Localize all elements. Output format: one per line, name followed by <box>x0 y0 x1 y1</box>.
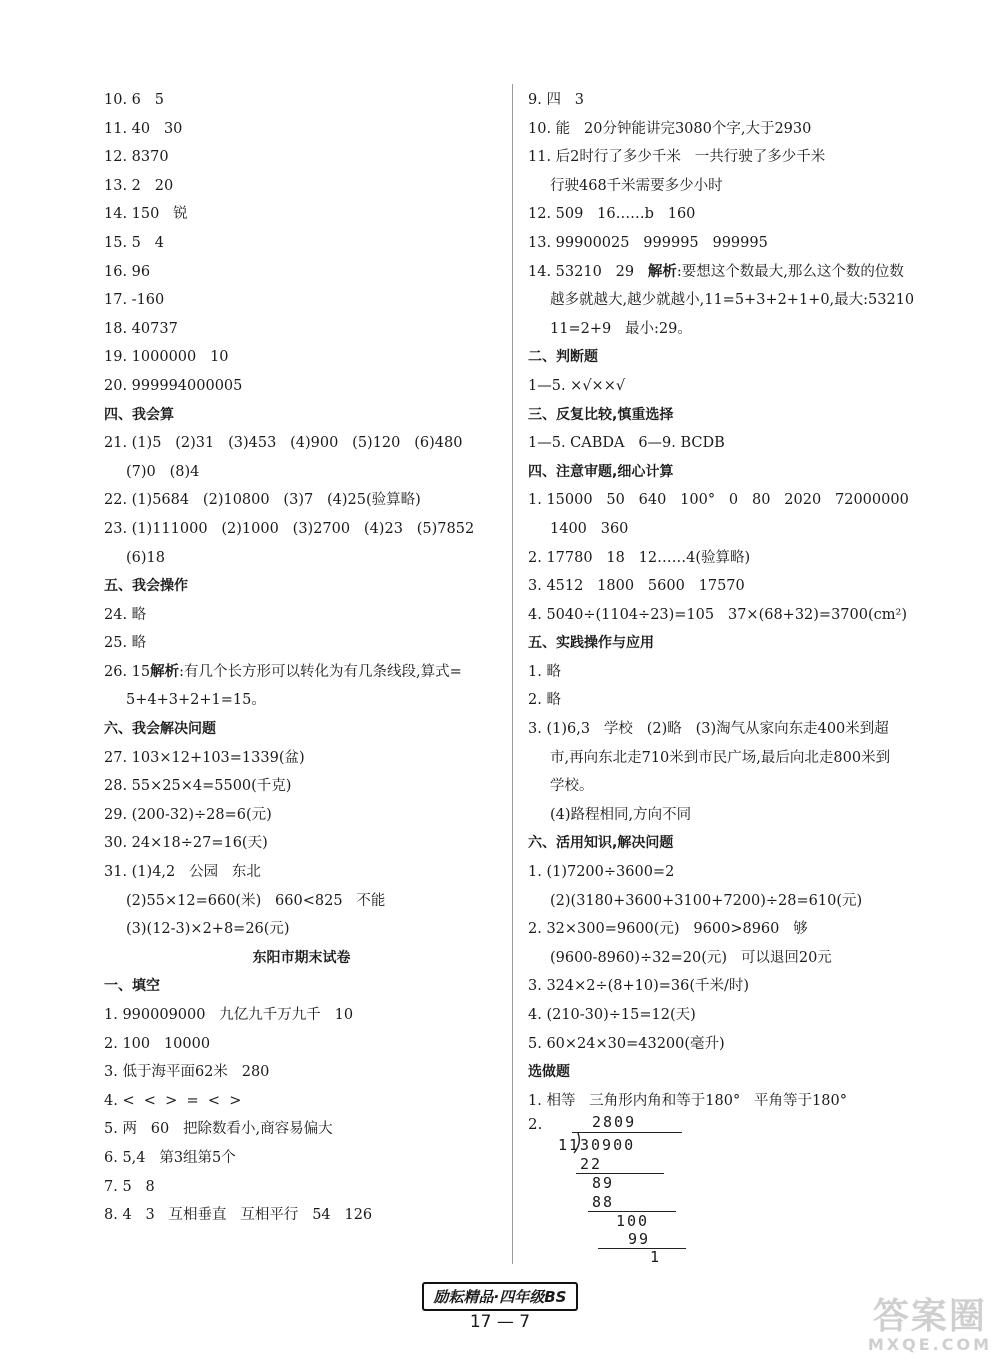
division-divisor: 11 <box>558 1136 581 1154</box>
answer-line: 3. 低于海平面62米 280 <box>104 1064 270 1081</box>
answer-text: 14. 53210 29 <box>528 263 648 280</box>
division-dividend: 30900 <box>580 1136 636 1154</box>
answer-line: 1. 略 <box>528 663 561 680</box>
watermark <box>868 1288 992 1354</box>
answer-line: (3)(12-3)×2+8=26(元) <box>126 921 290 938</box>
answer-line: 学校。 <box>550 778 594 795</box>
answer-line: 19. 1000000 10 <box>104 349 229 366</box>
answer-line: 越多就越大,越少就越小,11=5+3+2+1+0,最大:53210 <box>550 292 915 309</box>
answer-line: 14. 150 锐 <box>104 206 188 223</box>
answer-line: 3. 4512 1800 5600 17570 <box>528 578 745 595</box>
analysis-label: 解析 <box>150 663 180 680</box>
answer-line: 28. 55×25×4=5500(千克) <box>104 778 292 795</box>
section-heading: 六、我会解决问题 <box>104 721 216 738</box>
answer-line: 5. 两 60 把除数看小,商容易偏大 <box>104 1121 333 1138</box>
answer-line: 10. 能 20分钟能讲完3080个字,大于2930 <box>528 120 812 137</box>
answer-line: 20. 999994000005 <box>104 377 243 394</box>
answer-line: 24. 略 <box>104 606 147 623</box>
answer-line: 1400 360 <box>550 520 629 537</box>
answer-line: 11. 后2时行了多少千米 一共行驶了多少千米 <box>528 149 826 166</box>
answer-line: 4. (210-30)÷15=12(天) <box>528 1007 696 1023</box>
answer-line: 10. 6 5 <box>104 92 164 108</box>
answer-line: 1—5. ×√××√ <box>528 377 626 394</box>
answer-line: 行驶468千米需要多少小时 <box>550 177 723 194</box>
section-heading: 五、我会操作 <box>104 578 188 595</box>
answer-line: (6)18 <box>126 549 165 566</box>
answer-line: 2. 32×300=9600(元) 9600>8960 够 <box>528 921 808 938</box>
answer-line: 7. 5 8 <box>104 1178 155 1195</box>
analysis-text: :要想这个数最大,那么这个数的位数 <box>676 263 904 280</box>
answer-line: 13. 2 20 <box>104 177 174 194</box>
answer-line: 16. 96 <box>104 263 151 280</box>
answer-line: 5+4+3+2+1=15。 <box>126 692 266 709</box>
long-division <box>528 1113 728 1266</box>
left-column <box>104 86 499 1230</box>
division-label: 2. <box>528 1115 543 1133</box>
answer-line: 4. < < > = < > <box>104 1092 242 1109</box>
answer-line: 12. 8370 <box>104 149 169 166</box>
answer-line <box>104 658 499 687</box>
step-rule-3 <box>598 1248 686 1249</box>
answer-line: 1. 990009000 九亿九千万九千 10 <box>104 1007 354 1023</box>
division-step-5: 99 <box>628 1230 651 1248</box>
section-heading: 二、判断题 <box>528 349 598 366</box>
answer-line: 25. 略 <box>104 635 147 652</box>
answer-line: 22. (1)5684 (2)10800 (3)7 (4)25(验算略) <box>104 492 421 509</box>
answer-line: 12. 509 16……b 160 <box>528 206 696 223</box>
answer-line: 23. (1)111000 (2)1000 (3)2700 (4)23 (5)7852 <box>104 520 475 537</box>
answer-line: 4. 5040÷(1104÷23)=105 37×(68+32)=3700(cm²) <box>528 606 907 623</box>
section-heading: 三、反复比较,慎重选择 <box>528 406 674 423</box>
division-remainder: 1 <box>650 1248 662 1266</box>
answer-line: 2. 17780 18 12……4(验算略) <box>528 549 751 566</box>
answer-line: 8. 4 3 互相垂直 互相平行 54 126 <box>104 1207 373 1224</box>
answer-line: 1. 15000 50 640 100° 0 80 2020 72000000 <box>528 492 909 509</box>
section-heading: 一、填空 <box>104 978 160 995</box>
quotient-rule <box>572 1132 682 1133</box>
section-heading: 四、注意审题,细心计算 <box>528 463 674 480</box>
section-heading: 六、活用知识,解决问题 <box>528 835 674 852</box>
division-step-4: 100 <box>616 1212 650 1230</box>
answer-line: 1—5. CABDA 6—9. BCDB <box>528 435 725 452</box>
watermark-logo: 答案圈 <box>872 1296 987 1337</box>
step-rule-1 <box>576 1173 664 1174</box>
division-step-2: 89 <box>592 1174 615 1192</box>
answer-line: 11. 40 30 <box>104 120 183 137</box>
column-divider <box>512 84 513 1264</box>
answer-line: 31. (1)4,2 公园 东北 <box>104 864 261 881</box>
footer-brand-wrap <box>0 1282 1000 1311</box>
answer-line: 27. 103×12+103=1339(盆) <box>104 749 305 766</box>
answer-line: 2. 略 <box>528 692 561 709</box>
division-quotient: 2809 <box>592 1113 637 1131</box>
section-heading: 选做题 <box>528 1064 570 1081</box>
section-heading: 四、我会算 <box>104 406 174 423</box>
right-column <box>528 86 928 1115</box>
answer-line: 1. 相等 三角形内角和等于180° 平角等于180° <box>528 1092 847 1109</box>
division-bracket <box>528 1115 588 1155</box>
answer-line: 18. 40737 <box>104 320 178 337</box>
answer-text: 26. 15 <box>104 663 151 680</box>
answer-line: 5. 60×24×30=43200(毫升) <box>528 1035 725 1052</box>
watermark-domain: MXQE.COM <box>867 1335 992 1354</box>
section-heading: 五、实践操作与应用 <box>528 635 654 652</box>
answer-line: (9600-8960)÷32=20(元) 可以退回20元 <box>550 949 832 966</box>
answer-line: (7)0 (8)4 <box>126 463 200 480</box>
brand-logo: 励耘精品·四年级BS <box>422 1282 579 1311</box>
answer-line: (4)路程相同,方向不同 <box>550 806 692 823</box>
answer-line: 30. 24×18÷27=16(天) <box>104 835 268 852</box>
answer-line <box>528 258 928 287</box>
answer-line: 13. 99900025 999995 999995 <box>528 234 768 251</box>
answer-line: 17. -160 <box>104 292 165 309</box>
answer-line: (2)(3180+3600+3100+7200)÷28=610(元) <box>550 892 863 909</box>
answer-line: 15. 5 4 <box>104 234 164 251</box>
section-heading: 东阳市期末试卷 <box>252 949 351 966</box>
answer-line: 6. 5,4 第3组第5个 <box>104 1149 236 1166</box>
page-number: 17 — 7 <box>469 1312 531 1332</box>
answer-line: 21. (1)5 (2)31 (3)453 (4)900 (5)120 (6)480 <box>104 435 463 452</box>
answer-line: 3. (1)6,3 学校 (2)略 (3)淘气从家向东走400米到超 <box>528 721 889 738</box>
answer-line: 11=2+9 最小:29。 <box>550 320 692 337</box>
answer-line: 3. 324×2÷(8+10)=36(千米/时) <box>528 978 750 995</box>
division-step-1: 22 <box>580 1155 603 1173</box>
analysis-text: :有几个长方形可以转化为有几条线段,算式= <box>179 663 462 680</box>
answer-line: 9. 四 3 <box>528 92 584 108</box>
answer-line: 2. 100 10000 <box>104 1035 211 1052</box>
analysis-label: 解析 <box>647 263 677 280</box>
answer-line: 市,再向东北走710米到市民广场,最后向北走800米到 <box>550 749 891 766</box>
answer-line: 29. (200-32)÷28=6(元) <box>104 806 272 823</box>
answer-line: 1. (1)7200÷3600=2 <box>528 864 675 881</box>
answer-line: (2)55×12=660(米) 660<825 不能 <box>126 892 386 909</box>
division-step-3: 88 <box>592 1193 615 1211</box>
